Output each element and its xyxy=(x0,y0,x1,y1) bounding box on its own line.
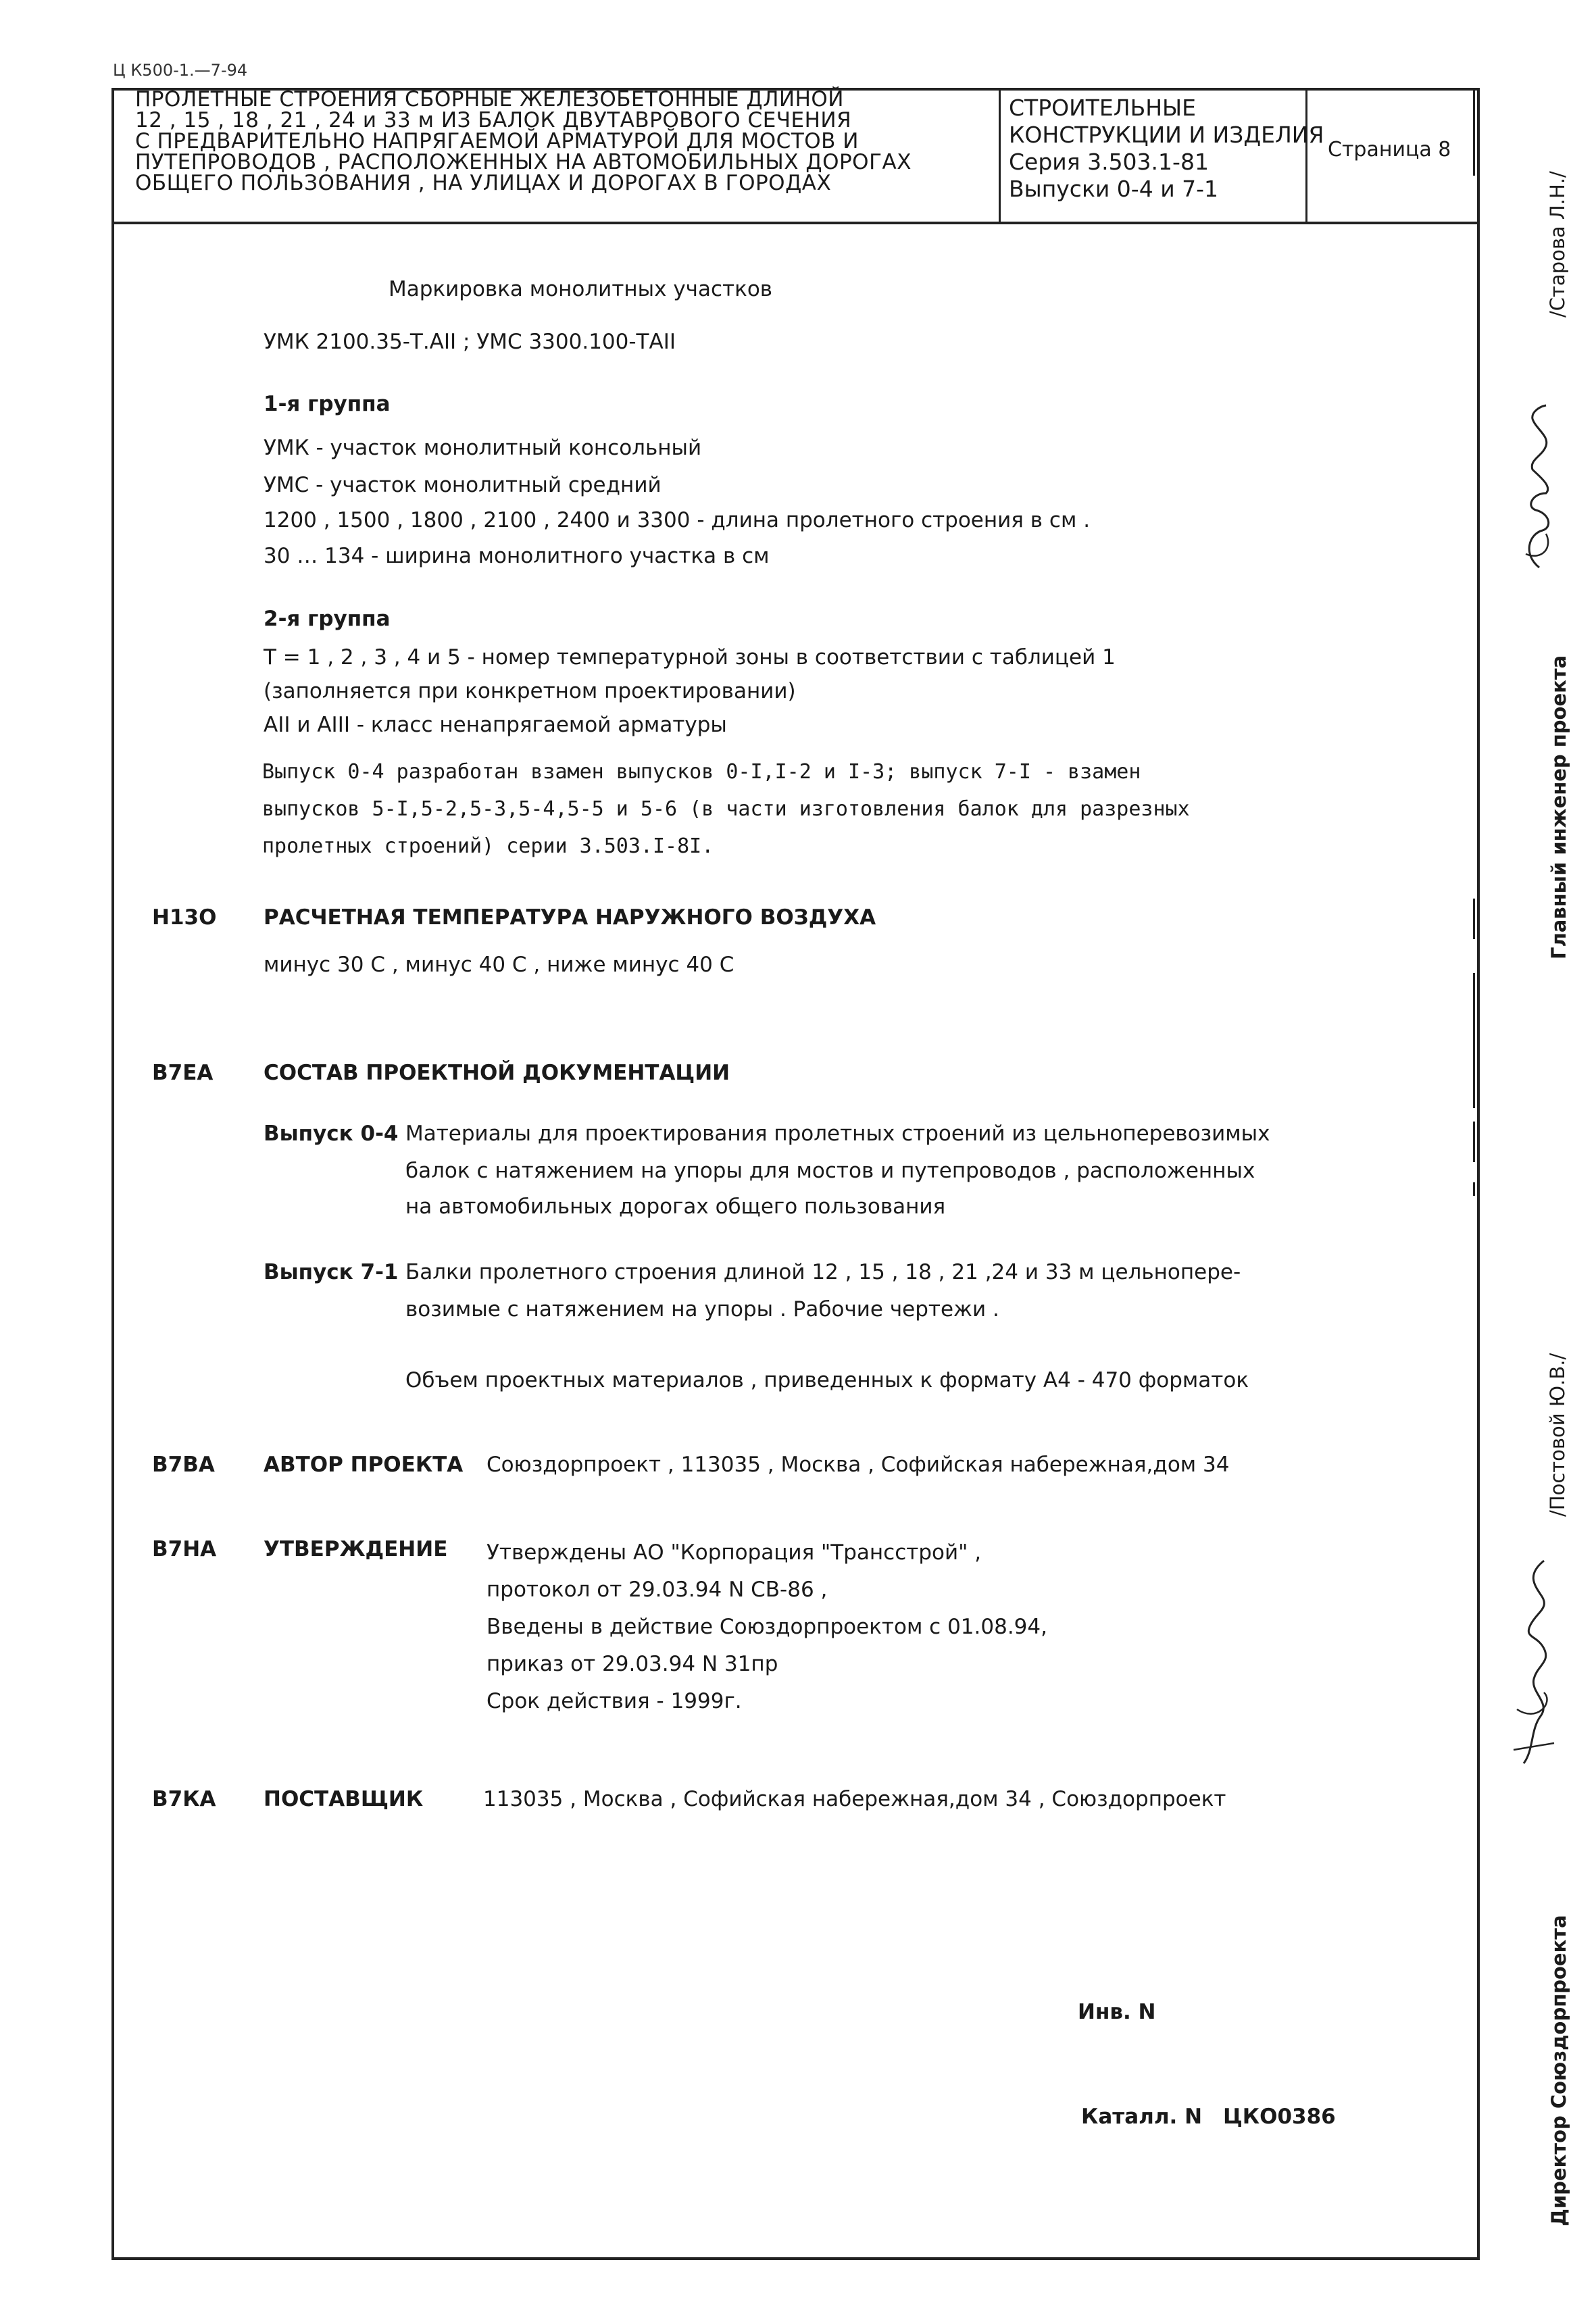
signer-starova: /Старова Л.Н./ xyxy=(1546,171,1569,318)
margin-rule xyxy=(1473,899,1475,939)
inventory-number: Инв. N xyxy=(1078,2000,1156,2024)
signer-postovoy: /Постовой Ю.В./ xyxy=(1546,1353,1569,1517)
catalog-label: Каталл. N xyxy=(1081,2105,1203,2129)
docs-title: СОСТАВ ПРОЕКТНОЙ ДОКУМЕНТАЦИИ xyxy=(264,1061,730,1085)
replacement-line: пролетных строений) серии 3.503.I-8I. xyxy=(262,834,714,858)
issue2-line: Балки пролетного строения длиной 12 , 15 , 18 , 21 ,24 и 33 м цельнопере- xyxy=(405,1260,1241,1284)
header-title-line: 12 , 15 , 18 , 21 , 24 и 33 м ИЗ БАЛОК ДВУТАВРОВОГО СЕЧЕНИЯ xyxy=(135,108,852,132)
page-number: Страница 8 xyxy=(1328,138,1451,161)
marking-codes: УМК 2100.35-Т.АII ; УМС 3300.100-ТАII xyxy=(264,330,676,354)
issue1-line: Материалы для проектирования пролетных строений из цельноперевозимых xyxy=(405,1122,1270,1146)
category-line: СТРОИТЕЛЬНЫЕ xyxy=(1009,95,1197,121)
approval-line: Утверждены АО "Корпорация "Трансстрой" , xyxy=(487,1540,982,1565)
catalog-value: ЦКО0386 xyxy=(1223,2105,1336,2129)
supplier-title: ПОСТАВЩИК xyxy=(264,1787,424,1811)
group1-line: 30 … 134 - ширина монолитного участка в см xyxy=(264,544,770,568)
margin-rule xyxy=(1473,88,1475,176)
issue2-line: возимые с натяжением на упоры . Рабочие чертежи . xyxy=(405,1297,999,1322)
docs-volume: Объем проектных материалов , приведенных к формату А4 - 470 форматок xyxy=(405,1368,1249,1392)
margin-rule xyxy=(1473,1122,1475,1162)
replacement-line: Выпуск 0-4 разработан взамен выпусков 0-I,I-2 и I-3; выпуск 7-I - взамен xyxy=(262,760,1141,784)
margin-rule xyxy=(1473,973,1475,1108)
header-category xyxy=(1009,95,1324,203)
header-title-line: С ПРЕДВАРИТЕЛЬНО НАПРЯГАЕМОЙ АРМАТУРОЙ ДЛЯ МОСТОВ И xyxy=(135,129,859,153)
document-code: Ц К500-1.—7-94 xyxy=(113,61,248,80)
header-divider xyxy=(111,222,1480,224)
signature-starova xyxy=(1512,399,1563,574)
group1-line: УМК - участок монолитный консольный xyxy=(264,436,702,460)
category-line: КОНСТРУКЦИИ И ИЗДЕЛИЯ xyxy=(1009,122,1324,148)
approval-line: приказ от 29.03.94 N 31пр xyxy=(487,1652,778,1676)
category-line: Серия 3.503.1-81 xyxy=(1009,149,1209,175)
approval-line: протокол от 29.03.94 N СВ-86 , xyxy=(487,1578,828,1602)
supplier-code: В7КА xyxy=(152,1787,216,1811)
category-line: Выпуски 0-4 и 7-1 xyxy=(1009,176,1219,202)
header-title xyxy=(135,89,987,194)
group1-line: 1200 , 1500 , 1800 , 2100 , 2400 и 3300 - длина пролетного строения в см . xyxy=(264,508,1091,532)
group1-line: УМС - участок монолитный средний xyxy=(264,473,662,497)
marking-title: Маркировка монолитных участков xyxy=(389,277,773,301)
margin-rule xyxy=(1473,1182,1475,1196)
replacement-line: выпусков 5-I,5-2,5-3,5-4,5-5 и 5-6 (в части изготовления балок для разрезных xyxy=(262,797,1190,821)
header-title-line: ПРОЛЕТНЫЕ СТРОЕНИЯ СБОРНЫЕ ЖЕЛЕЗОБЕТОННЫЕ ДЛИНОЙ xyxy=(135,87,844,111)
group1-title: 1-я группа xyxy=(264,392,391,416)
supplier-value: 113035 , Москва , Софийская набережная,дом 34 , Союздорпроект xyxy=(483,1787,1226,1811)
approval-code: В7НА xyxy=(152,1537,217,1561)
issue2-label: Выпуск 7-1 xyxy=(264,1260,399,1284)
docs-code: В7ЕА xyxy=(152,1061,214,1085)
group2-line: АII и АIII - класс ненапрягаемой арматуры xyxy=(264,713,727,737)
author-title: АВТОР ПРОЕКТА xyxy=(264,1453,464,1477)
issue1-label: Выпуск 0-4 xyxy=(264,1122,399,1146)
temp-value: минус 30 С , минус 40 С , ниже минус 40 С xyxy=(264,953,734,977)
approval-title: УТВЕРЖДЕНИЕ xyxy=(264,1537,448,1561)
author-value: Союздорпроект , 113035 , Москва , Софийская набережная,дом 34 xyxy=(487,1453,1230,1477)
issue1-line: на автомобильных дорогах общего пользования xyxy=(405,1194,946,1219)
group2-line: (заполняется при конкретном проектировании) xyxy=(264,679,796,703)
temp-code: Н13О xyxy=(152,905,217,930)
header-title-line: ОБЩЕГО ПОЛЬЗОВАНИЯ , НА УЛИЦАХ И ДОРОГАХ В ГОРОДАХ xyxy=(135,171,832,195)
director-label: Директор Союздорпроекта xyxy=(1547,1915,1570,2226)
issue1-line: балок с натяжением на упоры для мостов и путепроводов , расположенных xyxy=(405,1159,1255,1183)
signature-postovoy xyxy=(1503,1547,1568,1770)
group2-line: Т = 1 , 2 , 3 , 4 и 5 - номер температурной зоны в соответствии с таблицей 1 xyxy=(264,645,1116,670)
author-code: В7ВА xyxy=(152,1453,215,1477)
header-separator-1 xyxy=(999,88,1001,223)
approval-line: Срок действия - 1999г. xyxy=(487,1689,742,1713)
approval-line: Введены в действие Союздорпроектом с 01.08.94, xyxy=(487,1615,1047,1639)
header-title-line: ПУТЕПРОВОДОВ , РАСПОЛОЖЕННЫХ НА АВТОМОБИЛЬНЫХ ДОРОГАХ xyxy=(135,150,912,174)
temp-title: РАСЧЕТНАЯ ТЕМПЕРАТУРА НАРУЖНОГО ВОЗДУХА xyxy=(264,905,876,930)
group2-title: 2-я группа xyxy=(264,607,391,631)
chief-engineer-label: Главный инженер проекта xyxy=(1547,655,1570,959)
